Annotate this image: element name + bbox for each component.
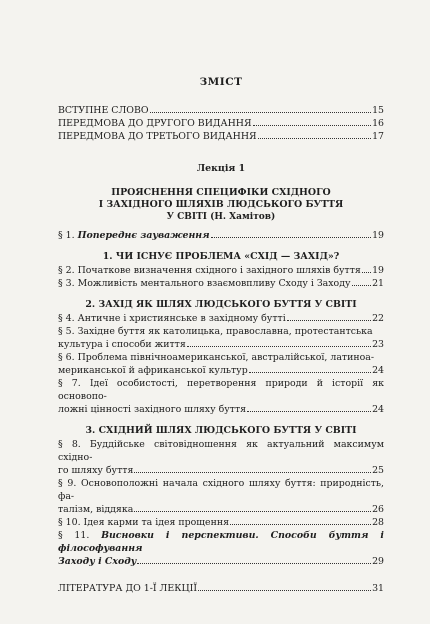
- toc-page-number: 24: [372, 404, 384, 415]
- leader-dots: [134, 511, 371, 512]
- toc-entry-s11[interactable]: [58, 529, 384, 568]
- toc-entry-label: ПЕРЕДМОВА ДО ТРЕТЬОГО ВИДАННЯ: [58, 131, 257, 142]
- toc-entry-label: Висновки і перспективи. Способи буття і філософування: [58, 530, 384, 554]
- lecture-title-line: ПРОЯСНЕННЯ СПЕЦИФІКИ СХІДНОГО: [111, 187, 331, 198]
- toc-entry-label-cont: мериканської й африканської культур: [58, 365, 248, 376]
- leader-dots: [253, 125, 372, 126]
- toc-entry-s2[interactable]: [58, 264, 384, 277]
- lecture-title: [58, 187, 384, 211]
- leader-dots: [247, 411, 371, 412]
- toc-page-number: 19: [372, 265, 384, 276]
- leader-dots: [137, 563, 371, 564]
- toc-entry-label-cont: культура і способи життя: [58, 339, 186, 350]
- toc-entry-preface-2[interactable]: [58, 117, 384, 130]
- leader-dots: [249, 372, 371, 373]
- toc-entry-s10[interactable]: [58, 516, 384, 529]
- lecture-title-line: У СВІТІ (Н. Хамітов): [166, 212, 276, 222]
- toc-page-number: 19: [372, 230, 384, 241]
- toc-entry-label: ЛІТЕРАТУРА ДО 1-Ї ЛЕКЦІЇ: [58, 583, 198, 594]
- toc-page-number: 28: [372, 517, 384, 528]
- section-number: § 1.: [58, 230, 75, 241]
- toc-entry-label-cont: ложні цінності західного шляху буття: [58, 404, 247, 415]
- toc-entry-label: § 8. Буддійське світовідношення як актуальний максимум східно-: [58, 439, 384, 463]
- toc-entry-label: § 9. Основоположні начала східного шляху буття: природність, фа-: [58, 478, 384, 502]
- toc-entry-label: ВСТУПНЕ СЛОВО: [58, 105, 149, 116]
- toc-entry-label: § 2. Початкове визначення східного і західного шляхів буття: [58, 265, 361, 276]
- leader-dots: [134, 472, 371, 473]
- toc-entry-label-cont: талізм, віддяка: [58, 504, 134, 515]
- section-number: § 11.: [58, 530, 90, 541]
- toc-entry-s9[interactable]: [58, 477, 384, 516]
- toc-entry-s3[interactable]: [58, 277, 384, 290]
- leader-dots: [150, 112, 372, 113]
- toc-entry-label: § 10. Ідея карми та ідея прощення: [58, 517, 229, 528]
- leader-dots: [198, 590, 371, 591]
- toc-entry-label: § 7. Ідеї особистості, перетворення природи й історії як основопо-: [58, 378, 384, 402]
- toc-entry-s5[interactable]: [58, 325, 384, 351]
- toc-entry-s1[interactable]: [58, 229, 384, 242]
- toc-page-number: 17: [372, 131, 384, 142]
- toc-entry-preface-3[interactable]: [58, 130, 384, 143]
- part-heading-3: 3. СХІДНИЙ ШЛЯХ ЛЮДСЬКОГО БУТТЯ У СВІТІ: [85, 425, 357, 436]
- part-heading-2: 2. ЗАХІД ЯК ШЛЯХ ЛЮДСЬКОГО БУТТЯ У СВІТІ: [85, 299, 357, 310]
- leader-dots: [211, 237, 371, 238]
- toc-entry-literature[interactable]: [58, 582, 384, 595]
- lecture-heading: Лекція 1: [196, 163, 246, 174]
- leader-dots: [362, 272, 371, 273]
- toc-entry-label: § 5. Західне буття як католицька, православна, протестантська: [58, 326, 373, 337]
- toc-page-number: 15: [372, 105, 384, 116]
- toc-entry-s6[interactable]: [58, 351, 384, 377]
- toc-entry-s8[interactable]: [58, 438, 384, 477]
- toc-page-number: 31: [372, 583, 384, 594]
- toc-entry-label: Попереднє зауваження: [77, 230, 210, 241]
- lecture-title-line: І ЗАХІДНОГО ШЛЯХІВ ЛЮДСЬКОГО БУТТЯ: [98, 199, 344, 210]
- leader-dots: [287, 320, 371, 321]
- toc-entry-s7[interactable]: [58, 377, 384, 416]
- toc-page-number: 22: [372, 313, 384, 324]
- toc-entry-label: § 4. Античне і християнське в західному бутті: [58, 313, 286, 324]
- toc-page-number: 29: [372, 556, 384, 567]
- toc-page-number: 16: [372, 118, 384, 129]
- toc-entry-label: ПЕРЕДМОВА ДО ДРУГОГО ВИДАННЯ: [58, 118, 252, 129]
- toc-page-number: 23: [372, 339, 384, 350]
- leader-dots: [352, 285, 372, 286]
- toc-title: ЗМІСТ: [199, 76, 243, 88]
- toc-entry-label: § 6. Проблема північноамериканської, австралійської, латиноа-: [58, 352, 375, 363]
- toc-page-number: 26: [372, 504, 384, 515]
- toc-entry-label-cont: Заходу і Сходу: [58, 556, 137, 567]
- toc-entry-label: § 3. Можливість ментального взаємовпливу Сходу і Заходу: [58, 278, 351, 289]
- leader-dots: [258, 138, 371, 139]
- toc-page-number: 21: [372, 278, 384, 289]
- leader-dots: [230, 524, 371, 525]
- part-heading-1: 1. ЧИ ІСНУЄ ПРОБЛЕМА «СХІД — ЗАХІД»?: [102, 251, 340, 262]
- toc-page-number: 24: [372, 365, 384, 376]
- leader-dots: [187, 346, 371, 347]
- toc-entry-s4[interactable]: [58, 312, 384, 325]
- toc-entry-intro[interactable]: [58, 104, 384, 117]
- toc-page-number: 25: [372, 465, 384, 476]
- toc-entry-label-cont: го шляху буття: [58, 465, 134, 476]
